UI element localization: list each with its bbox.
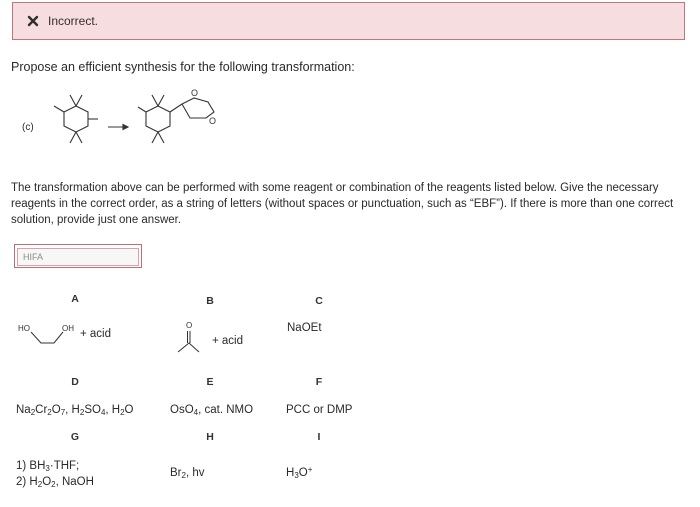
- reagent-b-suffix: + acid: [212, 335, 244, 347]
- reagent-letter-g: G: [70, 431, 80, 443]
- scheme-atom-o1: O: [191, 88, 199, 98]
- reagent-letter-f: F: [315, 376, 323, 388]
- answer-field-wrapper: [14, 244, 142, 268]
- instructions-text: The transformation above can be performed with some reagent or combination of the reagents listed below. Give the necessary reagents in the correct order, as a string of letters (without spaces or punctuation, such as “EBF”). If there is more than one correct solution, provide just one answer.: [11, 182, 674, 226]
- part-label: (c): [22, 122, 34, 133]
- reaction-arrow: [108, 125, 128, 130]
- reagent-letter-a: A: [71, 293, 79, 305]
- product: [138, 95, 217, 143]
- answer-input[interactable]: [17, 248, 139, 266]
- reagent-b-o: O: [186, 321, 193, 330]
- reagent-a-ho: HO: [18, 324, 30, 333]
- reagent-d-text: $Na_2Cr_2O_7$, $H_2SO_4$, $H_2O$: [16, 404, 134, 417]
- reaction-scheme: [30, 82, 240, 162]
- reagent-letter-d: D: [71, 376, 79, 388]
- reagent-i-text: $H_3O^+$: [286, 465, 313, 480]
- reagent-b-structure: [170, 318, 210, 360]
- reagent-e-text: OsO$_4$, cat. NMO: [170, 404, 254, 417]
- reagent-letter-b: B: [206, 295, 214, 307]
- feedback-text: Incorrect.: [48, 14, 99, 28]
- starting-material: [54, 95, 98, 143]
- reagent-c-text: NaOEt: [287, 322, 322, 334]
- reagent-g-line1: 1) $BH_3\cdot THF$;: [16, 460, 80, 473]
- close-icon: [27, 15, 39, 27]
- question-prompt: Propose an efficient synthesis for the following transformation:: [11, 60, 355, 74]
- reagent-a-oh: OH: [62, 324, 74, 333]
- feedback-banner: [12, 2, 685, 40]
- reagent-a-suffix: + acid: [80, 328, 112, 340]
- reagent-letter-i: I: [317, 431, 321, 443]
- scheme-atom-o2: O: [209, 116, 217, 126]
- reagent-letter-c: C: [315, 295, 323, 307]
- reagent-h-text: $Br_2$, hv: [170, 467, 205, 480]
- reagent-f-text: PCC or DMP: [286, 404, 353, 416]
- reagent-letter-e: E: [206, 376, 214, 388]
- reagent-g-line2: 2) $H_2O_2$, NaOH: [16, 476, 94, 489]
- reagent-letter-h: H: [206, 431, 214, 443]
